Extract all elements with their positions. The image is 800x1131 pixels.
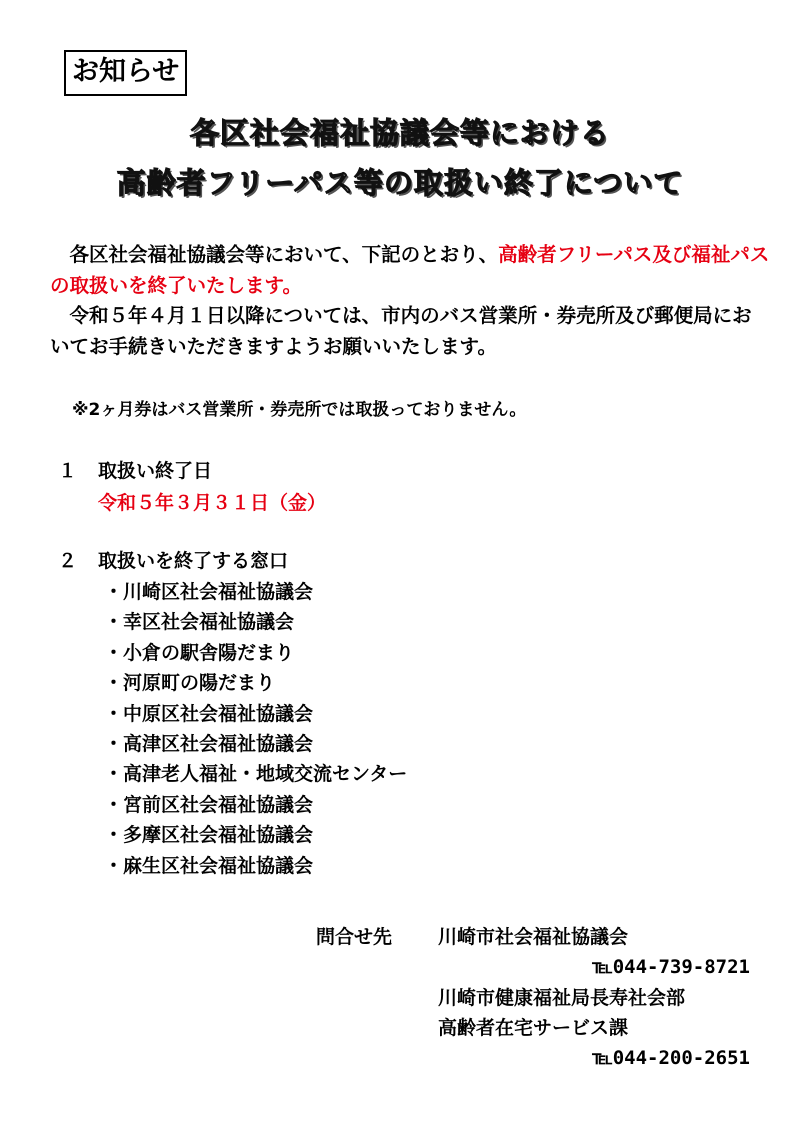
list-item: ・ 麻生区社会福祉協議会: [104, 851, 407, 881]
end-date: 令和５年３月３１日（金）: [98, 492, 327, 514]
section-2-number: ２: [58, 550, 78, 572]
list-item: ・ 高津老人福祉・地域交流センター: [104, 759, 407, 789]
list-item: ・ 中原区社会福祉協議会: [104, 699, 407, 729]
list-item: ・ 川崎区社会福祉協議会: [104, 577, 407, 607]
intro-highlight: 高齢者フリーパス及び福祉パスの取扱いを終了いたします。: [50, 243, 770, 297]
counter-list: [104, 577, 407, 881]
contact-tel-2: ℡044-200-2651: [592, 1047, 750, 1069]
page-title-line-1: 各区社会福祉協議会等における: [189, 116, 610, 150]
list-item: ・ 小倉の駅舎陽だまり: [104, 638, 407, 668]
contact-org-2-line-1: 川崎市健康福祉局長寿社会部: [438, 987, 686, 1009]
section-2-heading: 取扱いを終了する窓口: [98, 550, 289, 572]
note: ※2ヶ月券はバス営業所・券売所では取扱っておりません。: [72, 400, 527, 420]
section-1-number: １: [58, 460, 78, 482]
intro-text: 各区社会福祉協議会等において、下記のとおり、: [50, 243, 499, 266]
contact-org-1: 川崎市社会福祉協議会: [438, 926, 629, 948]
list-item: ・ 高津区社会福祉協議会: [104, 729, 407, 759]
list-item: ・ 多摩区社会福祉協議会: [104, 820, 407, 850]
intro-paragraph-2: 令和５年４月１日以降については、市内のバス営業所・券売所及び郵便局においてお手続きいただきますようお願いいたします。: [50, 304, 752, 358]
contact-tel-1: ℡044-739-8721: [592, 956, 750, 978]
list-item: ・ 河原町の陽だまり: [104, 668, 407, 698]
notice-badge: お知らせ: [64, 50, 187, 96]
list-item: ・ 宮前区社会福祉協議会: [104, 790, 407, 820]
intro-paragraph-1: [50, 239, 770, 301]
section-1-heading: 取扱い終了日: [98, 460, 213, 482]
list-item: ・ 幸区社会福祉協議会: [104, 607, 407, 637]
page-title-line-2: 高齢者フリーパス等の取扱い終了について: [116, 166, 684, 200]
contact-org-2-line-2: 高齢者在宅サービス課: [438, 1017, 629, 1039]
contact-label: 問合せ先: [316, 926, 393, 948]
